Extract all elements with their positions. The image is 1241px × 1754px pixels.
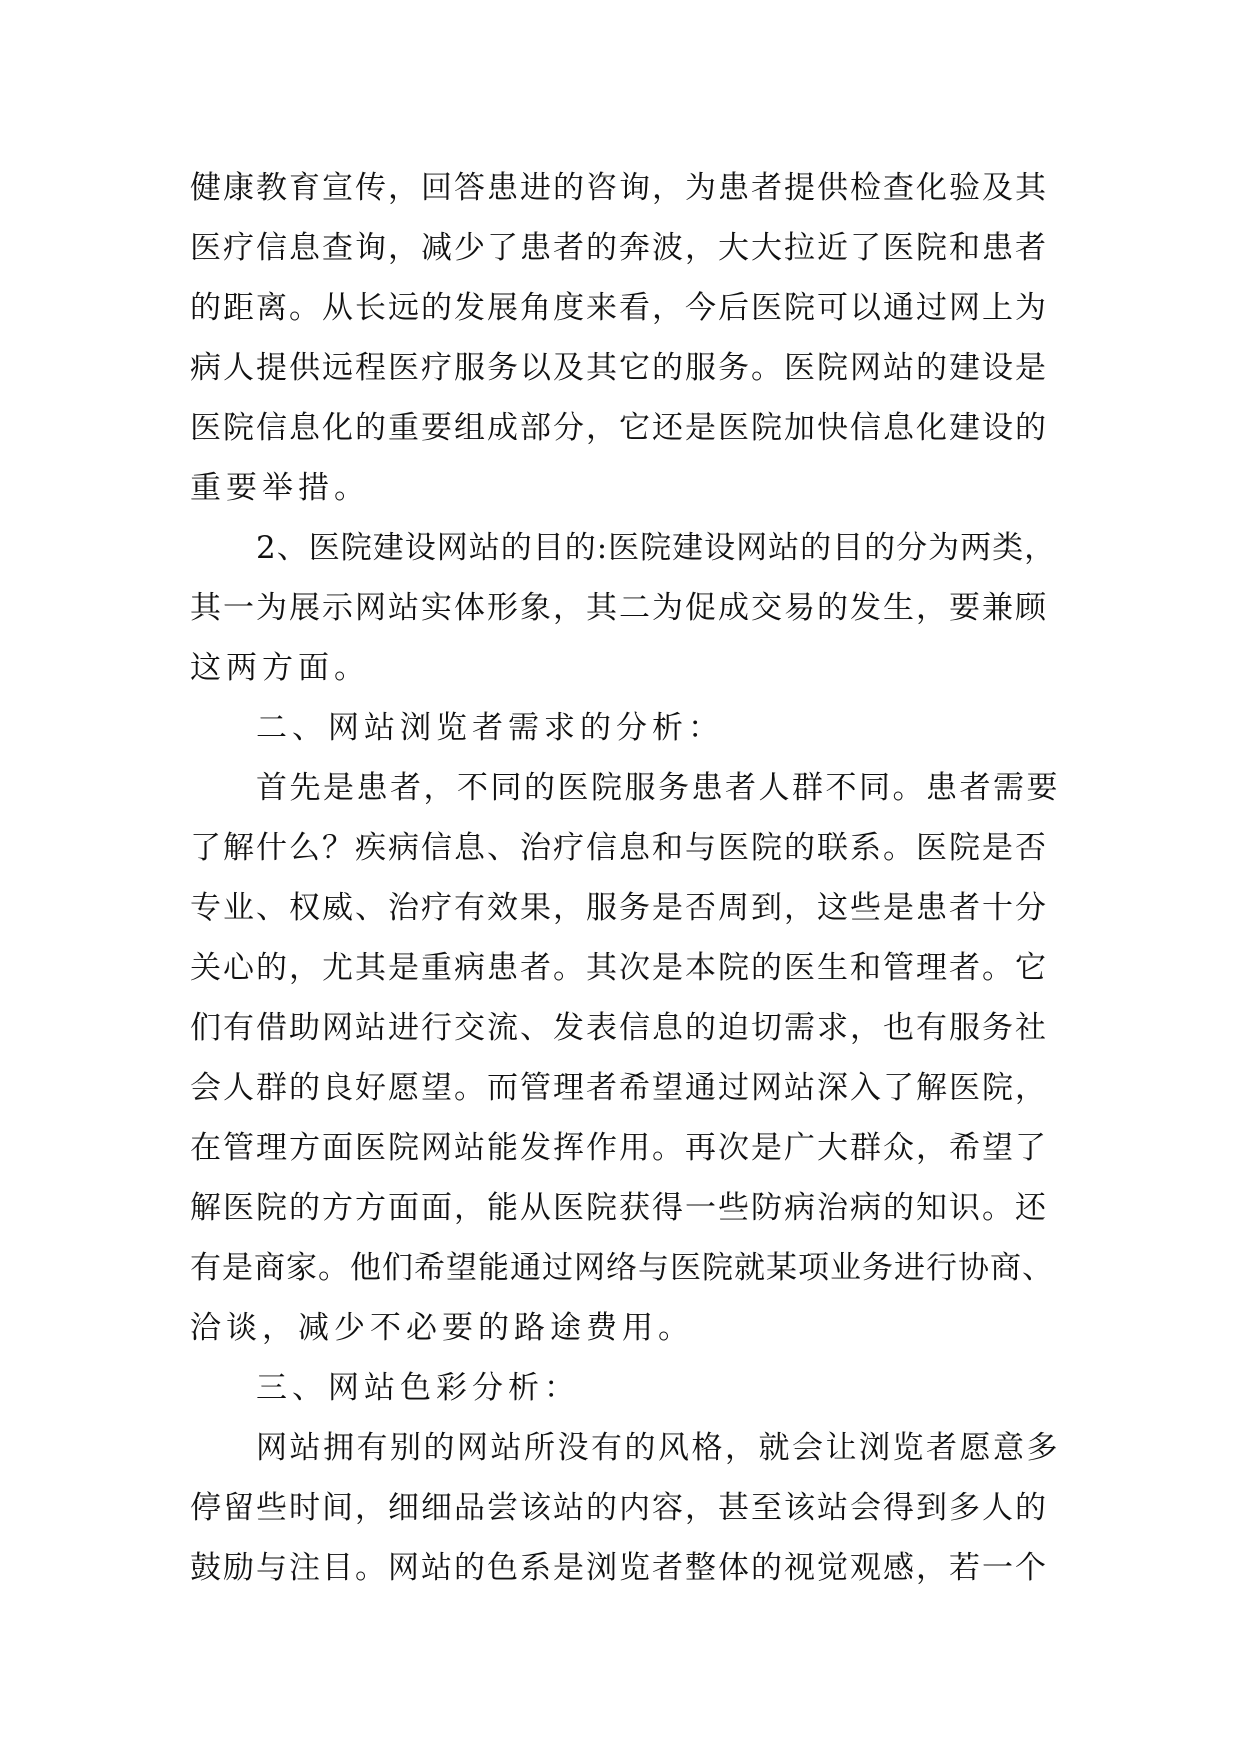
- text-line: 们有借助网站进行交流、发表信息的迫切需求，也有服务社: [190, 1010, 1048, 1046]
- text-line: 首先是患者，不同的医院服务患者人群不同。患者需要: [256, 770, 1060, 806]
- text-line: 会人群的良好愿望。而管理者希望通过网站深入了解医院，: [190, 1070, 1048, 1106]
- text-line: 洽谈，减少不必要的路途费用。: [190, 1310, 694, 1346]
- text-line: 有是商家。他们希望能通过网络与医院就某项业务进行协商、: [190, 1250, 1054, 1286]
- text-line: 二、网站浏览者需求的分析：: [256, 710, 724, 746]
- text-line: 医疗信息查询，减少了患者的奔波，大大拉近了医院和患者: [190, 230, 1048, 266]
- text-line: 的距离。从长远的发展角度来看，今后医院可以通过网上为: [190, 290, 1048, 326]
- text-line: 在管理方面医院网站能发挥作用。再次是广大群众，希望了: [190, 1130, 1048, 1166]
- text-line: 了解什么？疾病信息、治疗信息和与医院的联系。医院是否: [190, 830, 1048, 866]
- text-line: 其一为展示网站实体形象，其二为促成交易的发生，要兼顾: [190, 590, 1048, 626]
- document-body: [190, 158, 1060, 1598]
- text-line: 2、医院建设网站的目的:医院建设网站的目的分为两类，: [256, 530, 1057, 566]
- text-line: 健康教育宣传，回答患进的咨询，为患者提供检查化验及其: [190, 170, 1048, 206]
- text-line: 鼓励与注目。网站的色系是浏览者整体的视觉观感，若一个: [190, 1550, 1048, 1586]
- text-line: 解医院的方方面面，能从医院获得一些防病治病的知识。还: [190, 1190, 1048, 1226]
- text-line: 医院信息化的重要组成部分，它还是医院加快信息化建设的: [190, 410, 1048, 446]
- text-line: 关心的，尤其是重病患者。其次是本院的医生和管理者。它: [190, 950, 1048, 986]
- text-line: 重要举措。: [190, 470, 370, 506]
- text-line: 病人提供远程医疗服务以及其它的服务。医院网站的建设是: [190, 350, 1048, 386]
- text-line: 三、网站色彩分析：: [256, 1370, 580, 1406]
- text-line: 这两方面。: [190, 650, 370, 686]
- text-line: 网站拥有别的网站所没有的风格，就会让浏览者愿意多: [256, 1430, 1060, 1466]
- text-line: 停留些时间，细细品尝该站的内容，甚至该站会得到多人的: [190, 1490, 1048, 1526]
- text-line: 专业、权威、治疗有效果，服务是否周到，这些是患者十分: [190, 890, 1048, 926]
